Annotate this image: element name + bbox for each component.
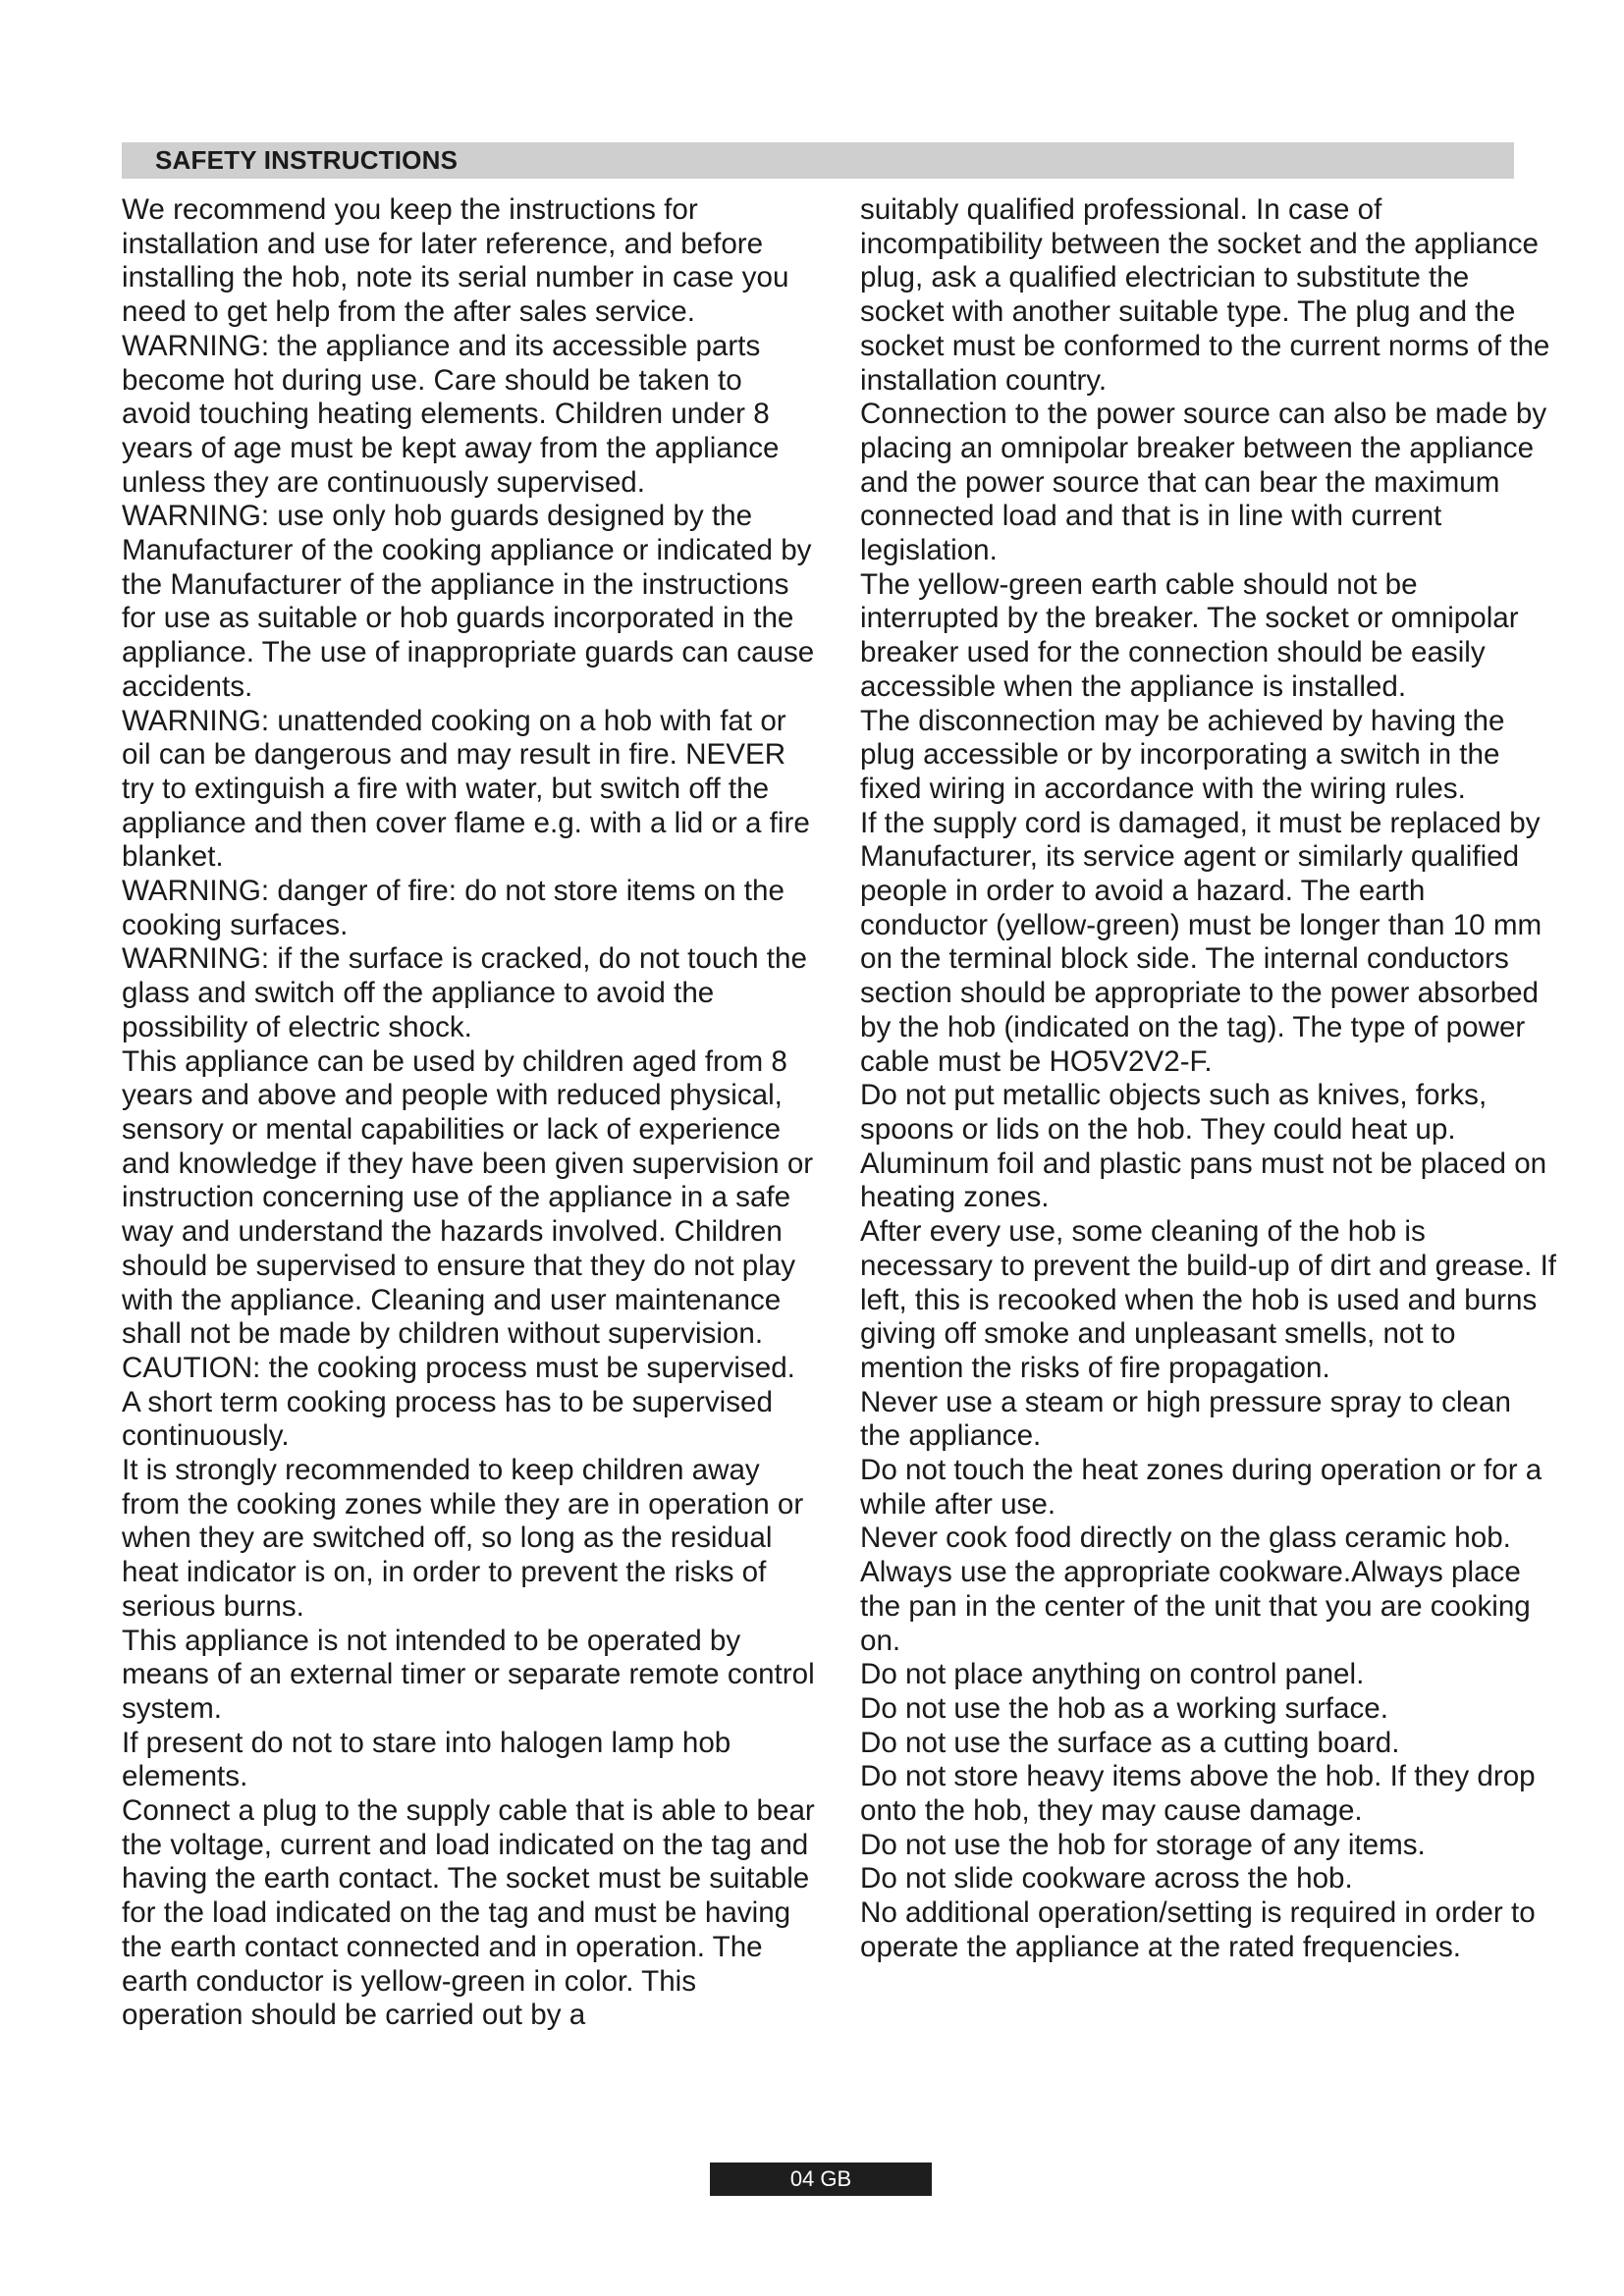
paragraph: WARNING: the appliance and its accessible parts become hot during use. Care should be taken to avoid touching heating elements. Children under 8 years of age must be kept away from the appliance unless they are continuously supervised. xyxy=(122,329,780,499)
paragraph: Connect a plug to the supply cable that is able to bear the voltage, current and load indicated on the tag and having the earth contact. The socket must be suitable for the load indicated on the tag and must be having the earth contact connected and in operation. The earth conductor is yellow-green in color. This operation should be carried out by a xyxy=(122,1794,815,2032)
paragraph: Do not place anything on control panel. xyxy=(860,1658,1365,1691)
paragraph: Never cook food directly on the glass ceramic hob. xyxy=(860,1522,1511,1555)
section-header-bar xyxy=(122,142,1514,179)
paragraph: Do not store heavy items above the hob. If they drop onto the hob, they may cause damage. xyxy=(860,1760,1536,1828)
paragraph: No additional operation/setting is required in order to operate the appliance at the rated frequencies. xyxy=(860,1896,1536,1963)
paragraph: It is strongly recommended to keep children away from the cooking zones while they are in operation or when they are switched off, so long as the residual heat indicator is on, in order to prevent the risks of serious burns. xyxy=(122,1454,804,1623)
paragraph: The disconnection may be achieved by having the plug accessible or by incorporating a switch in the fixed wiring in accordance with the wiring rules. xyxy=(860,704,1505,805)
paragraph: We recommend you keep the instructions for installation and use for later reference, and before installing the hob, note its serial number in case you need to get help from the after sales service. xyxy=(122,193,789,329)
paragraph: After every use, some cleaning of the hob is necessary to prevent the build-up of dirt and grease. If left, this is recooked when the hob is used and burns giving off smoke and unpleasant smells, not to mention the risks of fire propagation. xyxy=(860,1215,1557,1384)
paragraph: Never use a steam or high pressure spray to clean the appliance. xyxy=(860,1385,1511,1453)
paragraph: Aluminum foil and plastic pans must not be placed on heating zones. xyxy=(860,1147,1547,1214)
paragraph: If present do not to stare into halogen lamp hob elements. xyxy=(122,1726,731,1793)
paragraph: Do not slide cookware across the hob. xyxy=(860,1862,1353,1896)
page-number: 04 GB xyxy=(789,2166,852,2191)
paragraph: This appliance can be used by children aged from 8 years and above and people with reduced physical, sensory or mental capabilities or lack of experience and knowledge if they have been given supervision or instruction concerning use of the appliance in a safe way and understand the hazards involved. Children should be supervised to ensure that they do not play with the appliance. Cleaning and user maintenance shall not be made by children without supervision. xyxy=(122,1044,814,1351)
paragraph: Do not use the hob for storage of any items. xyxy=(860,1828,1426,1861)
paragraph: WARNING: if the surface is cracked, do not touch the glass and switch off the appliance to avoid the possibility of electric shock. xyxy=(122,942,807,1043)
paragraph: Always use the appropriate cookware.Always place the pan in the center of the unit that you are cooking on. xyxy=(860,1556,1531,1657)
paragraph: If the supply cord is damaged, it must be replaced by Manufacturer, its service agent or similarly qualified people in order to avoid a hazard. The earth conductor (yellow-green) must be longer than 10 mm on the terminal block side. The internal conductors section should be appropriate to the power absorbed by the hob (indicated on the tag). The type of power cable must be HO5V2V2-F. xyxy=(860,806,1543,1078)
paragraph: WARNING: unattended cooking on a hob with fat or oil can be dangerous and may result in fire. NEVER try to extinguish a fire with water, but switch off the appliance and then cover flame e.g. with a lid or a fire blanket. xyxy=(122,704,810,874)
paragraph: Do not touch the heat zones during operation or for a while after use. xyxy=(860,1454,1543,1521)
paragraph: CAUTION: the cooking process must be supervised. A short term cooking process has to be supervised continuously. xyxy=(122,1351,795,1453)
paragraph: Do not use the surface as a cutting board. xyxy=(860,1726,1400,1759)
paragraph: Do not use the hob as a working surface. xyxy=(860,1691,1388,1725)
page-number-box xyxy=(710,2163,932,2196)
paragraph: Connection to the power source can also be made by placing an omnipolar breaker between the appliance and the power source that can bear the maximum connected load and that is in line with current legislation. xyxy=(860,398,1547,567)
section-title: SAFETY INSTRUCTIONS xyxy=(155,145,459,175)
paragraph: Do not put metallic objects such as knives, forks, spoons or lids on the hob. They could heat up. xyxy=(860,1079,1488,1146)
paragraph: WARNING: danger of fire: do not store items on the cooking surfaces. xyxy=(122,875,785,941)
paragraph: The yellow-green earth cable should not be interrupted by the breaker. The socket or omnipolar breaker used for the connection should be easily accessible when the appliance is installed. xyxy=(860,567,1519,703)
paragraph: This appliance is not intended to be operated by means of an external timer or separate remote control system. xyxy=(122,1624,815,1725)
paragraph: suitably qualified professional. In case of incompatibility between the socket and the appliance plug, ask a qualified electrician to substitute the socket with another suitable type. The plug and the socket must be conformed to the current norms of the installation country. xyxy=(860,193,1550,397)
left-column xyxy=(122,193,815,2033)
paragraph: WARNING: use only hob guards designed by the Manufacturer of the cooking appliance or indicated by the Manufacturer of the appliance in the instructions for use as suitable or hob guards incorporated in the appliance. The use of inappropriate guards can cause accidents. xyxy=(122,500,815,703)
right-column xyxy=(860,193,1557,1965)
